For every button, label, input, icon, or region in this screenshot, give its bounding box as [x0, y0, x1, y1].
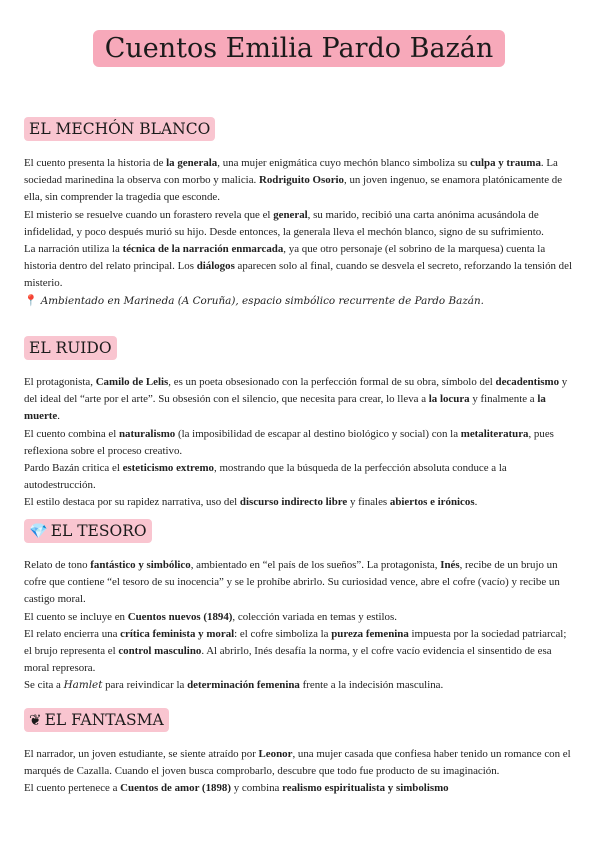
- pin-icon: 📍: [24, 294, 38, 307]
- paragraph: El cuento combina el naturalismo (la imposibilidad de escapar al destino biológico y social) con la metaliteratura, pues reflexiona sobre el proceso creativo.: [24, 427, 554, 457]
- section-body: [24, 374, 576, 512]
- section-body: [24, 557, 576, 695]
- paragraph: La narración utiliza la técnica de la narración enmarcada, ya que otro personaje (el sobrino de la marquesa) cuenta la historia dentro del relato principal. Los diálogos aparecen solo al final, cuando se desvela el secreto, reforzando la tensión del misterio.: [24, 243, 572, 290]
- section-heading: ❦ EL FANTASMA: [24, 708, 169, 732]
- section-mechon-blanco: [24, 117, 576, 310]
- paragraph: El cuento pertenece a Cuentos de amor (1898) y combina realismo espiritualista y simbolismo: [24, 782, 449, 795]
- floral-heart-icon: ❦: [29, 711, 42, 729]
- paragraph: El relato encierra una crítica feminista y moral: el cofre simboliza la pureza femenina impuesta por la sociedad patriarcal; el brujo representa el control masculino. Al abrirlo, Inés desafía la norma, y el cofre vacío evidencia el sinsentido de esa moral represora.: [24, 627, 567, 675]
- paragraph: El cuento se incluye en Cuentos nuevos (1894), colección variada en temas y estilos.: [24, 610, 397, 623]
- section-heading: 💎 EL TESORO: [24, 519, 152, 543]
- paragraph: Pardo Bazán critica el esteticismo extremo, mostrando que la búsqueda de la perfección absoluta conduce a la autodestrucción.: [24, 462, 507, 492]
- paragraph: El misterio se resuelve cuando un forastero revela que el general, su marido, recibió una carta anónima acusándola de infidelidad, y poco después murió su hijo. Desde entonces, la generala lleva el mechón blanco, signo de su sufrimiento.: [24, 208, 544, 238]
- section-heading: EL RUIDO: [24, 336, 117, 360]
- paragraph: El protagonista, Camilo de Lelis, es un poeta obsesionado con la perfección formal de su obra, símbolo del decadentismo y del ideal del “arte por el arte”. Su obsesión con el silencio, que necesita para crear, lo lleva a la locura y finalmente a la muerte.: [24, 376, 568, 423]
- paragraph: Se cita a Hamlet para reivindicar la determinación femenina frente a la indecisión masculina.: [24, 679, 444, 692]
- section-body: [24, 746, 576, 798]
- paragraph: Relato de tono fantástico y simbólico, ambientado en “el país de los sueños”. La protagonista, Inés, recibe de un brujo un cofre que contiene “el tesoro de su inocencia” y se le prohíbe abrirlo. Su curiosidad vence, abre el cofre (vacío) y recibe un castigo moral.: [24, 559, 560, 606]
- page-title: Cuentos Emilia Pardo Bazán: [93, 30, 505, 67]
- section-el-tesoro: [24, 519, 576, 695]
- paragraph: El narrador, un joven estudiante, se siente atraído por Leonor, una mujer casada que confiesa haber tenido un romance con el marqués de Cazalla. Cuando el joven busca comprobarlo, descubre que todo fue producto de su imaginación.: [24, 748, 571, 778]
- diamond-icon: 💎: [29, 522, 48, 540]
- section-heading: EL MECHÓN BLANCO: [24, 117, 215, 141]
- section-el-ruido: [24, 336, 576, 512]
- setting-note: 📍 Ambientado en Marineda (A Coruña), espacio simbólico recurrente de Pardo Bazán.: [24, 294, 484, 307]
- paragraph: El cuento presenta la historia de la generala, una mujer enigmática cuyo mechón blanco simboliza su culpa y trauma. La sociedad marinedina la observa con morbo y malicia. Rodriguito Osorio, un joven ingenuo, se enamora platónicamente de ella, sin comprender la tragedia que esconde.: [24, 157, 563, 204]
- section-body: [24, 155, 576, 310]
- paragraph: El estilo destaca por su rapidez narrativa, uso del discurso indirecto libre y finales abiertos e irónicos.: [24, 496, 478, 509]
- section-el-fantasma: [24, 708, 576, 798]
